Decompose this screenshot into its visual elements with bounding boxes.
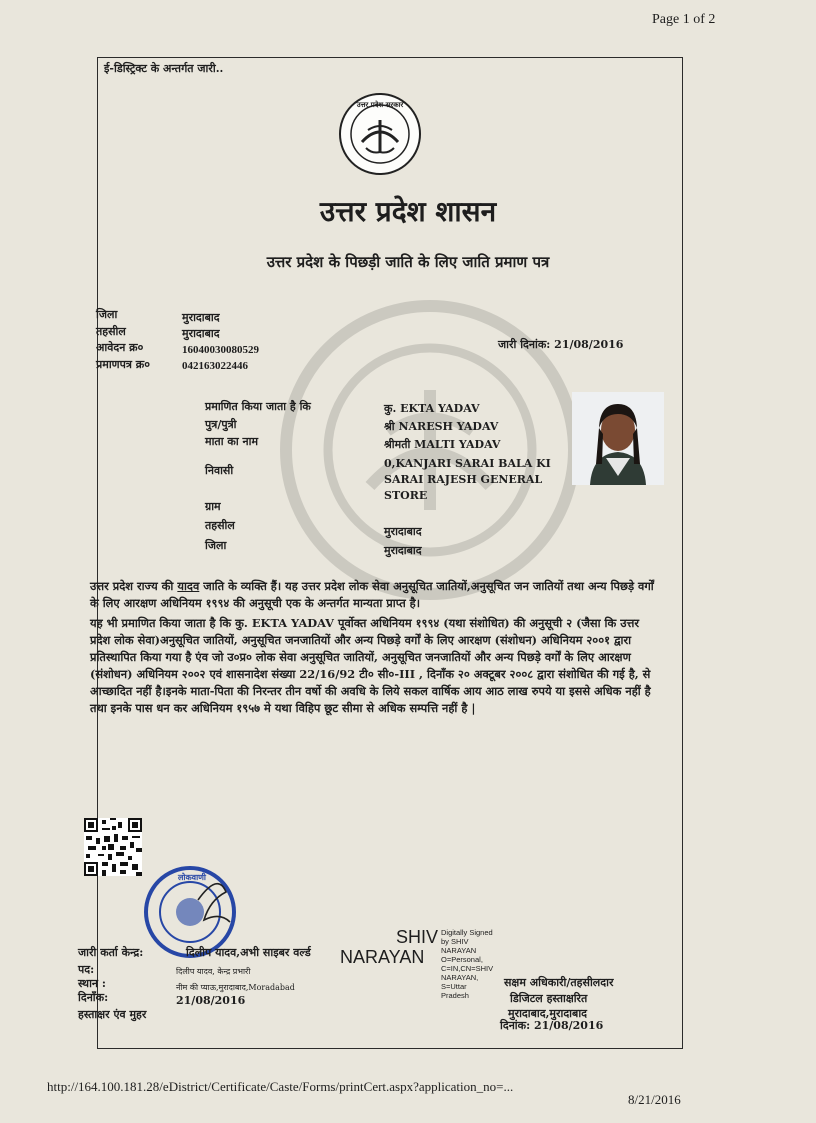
- issuer-date-value: 21/08/2016: [176, 994, 246, 1007]
- ds-line: C=IN,CN=SHIV: [441, 964, 494, 973]
- mother-name: श्रीमती MALTI YADAV: [384, 438, 501, 451]
- ds-line: by SHIV: [441, 937, 469, 946]
- ds-line: Pradesh: [441, 991, 469, 1000]
- caste-name: यादव: [177, 579, 200, 593]
- digitally-signed-label: डिजिटल हस्ताक्षरित: [510, 992, 588, 1005]
- relation-label: पुत्र/पुत्री: [205, 418, 237, 431]
- qr-code-icon: [84, 818, 142, 876]
- caste-statement: [90, 578, 662, 612]
- issuing-center-label: जारी कर्ता केन्द्र:: [78, 946, 144, 959]
- certificate-title: उत्तर प्रदेश के पिछड़ी जाति के लिए जाति प्रमाण पत्र: [266, 253, 550, 271]
- certificate-body: [90, 578, 662, 720]
- tehsil-label: तहसील: [96, 325, 126, 338]
- place-value: नीम की प्याऊ,मुरादाबाद,Moradabad: [176, 983, 295, 992]
- address-value: 0,KANJARI SARAI BALA KI SARAI RAJESH GENERAL STORE: [384, 457, 551, 502]
- post-value: दिलीप यादव, केन्द्र प्रभारी: [176, 967, 251, 976]
- district-value: मुरादाबाद: [182, 311, 220, 324]
- tehsil-value: मुरादाबाद: [182, 327, 220, 340]
- signature-seal-label: हस्ताक्षर एंव मुहर: [78, 1008, 147, 1021]
- digital-signature-details: [441, 928, 493, 1000]
- application-label: आवेदन क्र०: [96, 341, 144, 354]
- print-date: 8/21/2016: [628, 1092, 681, 1107]
- certify-label: प्रमाणित किया जाता है कि: [205, 400, 311, 413]
- issue-date: जारी दिनांक: 21/08/2016: [498, 338, 624, 351]
- digital-signer-last-name: NARAYAN: [340, 947, 425, 967]
- issued-under-note: ई-डिस्ट्रिक्ट के अन्तर्गत जारी..: [104, 62, 224, 75]
- emblem-caption: उत्तर प्रदेश सरकार: [356, 100, 404, 109]
- caste-statement-part1: उत्तर प्रदेश राज्य की: [90, 579, 178, 593]
- father-name: श्री NARESH YADAV: [384, 420, 499, 433]
- digital-signer-name: [396, 928, 438, 947]
- place-label: स्थान :: [78, 977, 106, 990]
- post-label: पद:: [78, 963, 95, 976]
- print-url: http://164.100.181.28/eDistrict/Certificate/Caste/Forms/printCert.aspx?application_no=...: [47, 1079, 514, 1094]
- certificate-number: 042163022446: [182, 360, 248, 372]
- village-label: ग्राम: [205, 500, 221, 513]
- district-label: जिला: [96, 308, 118, 321]
- issuing-center-value: दिलीप यादव,अभी साइबर वर्ल्ड: [186, 946, 311, 959]
- authority-location: मुरादाबाद,मुरादाबाद: [508, 1007, 588, 1020]
- issuer-date-label: दिनाँक:: [78, 991, 109, 1004]
- authority-title: सक्षम अधिकारी/तहसीलदार: [504, 976, 614, 989]
- ds-line: S=Uttar: [441, 982, 467, 991]
- page-label: Page 1 of 2: [652, 12, 716, 27]
- person-district-label: जिला: [205, 539, 227, 552]
- person-name: कु. EKTA YADAV: [384, 402, 480, 415]
- application-number: 16040030080529: [182, 344, 259, 356]
- applicant-photo: [572, 392, 664, 485]
- caste-statement-part2: जाति के व्यक्ति हैं। यह उत्तर प्रदेश लोक सेवा अनुसूचित जातियों,अनुसूचित जन जातियों तथा अन्य पिछड़े वर्गों के लिए आरक्षण अधिनियम १९९४ की अनुसूची एक के अन्तर्गत मान्यता प्राप्त है।: [90, 579, 654, 610]
- person-tehsil-value: मुरादाबाद: [384, 525, 422, 538]
- person-district-value: मुरादाबाद: [384, 544, 422, 557]
- government-title: उत्तर प्रदेश शासन: [319, 195, 497, 228]
- certificate-label: प्रमाणपत्र क्र०: [96, 358, 150, 371]
- ds-line: NARAYAN,: [441, 973, 479, 982]
- ds-line: NARAYAN: [441, 946, 477, 955]
- digital-signer-first-name: SHIV: [396, 927, 439, 947]
- certify-statement: यह भी प्रमाणित किया जाता है कि कु. EKTA YADAV पूर्वोक्त अधिनियम १९९४ (यथा संशोधित) की अनुसूची २ (जैसा कि उत्तर प्रदेश लोक सेवा)अनुसूचित जातियों, अनुसूचित जनजातियों और अन्य पिछड़े वर्गों के लिए आरक्षण (संशोधन) अधिनियम २००१ द्वारा प्रतिस्थापित किया गया है एंव जो उ०प्र० लोक सेवा अनुसूचित जातियों, अनुसूचित जनजातियों और अन्य पिछड़े वर्गों के लिए आरक्षण (संशोधन) अधिनियम २००२ एवं शासनादेश संख्या 22/16/92 टी० सी०-III , दिनाँक २० अक्टूबर २००८ द्वारा संशोधित की गई है, से आच्छादित नहीं है।इनके माता-पिता की निरन्तर तीन वर्षो की अवधि के लिये सकल वार्षिक आय आठ लाख रुपये या इससे अधिक नहीं है तथा इनके पास धन कर अधिनियम १९५७ मे यथा विहिप छूट सीमा से अधिक सम्पत्ति नहीं है |: [90, 616, 651, 715]
- resident-label: निवासी: [205, 464, 234, 477]
- ds-line: O=Personal,: [441, 955, 483, 964]
- person-tehsil-label: तहसील: [205, 519, 235, 532]
- seal-caption: लोकवाणी: [177, 872, 207, 882]
- ds-line: Digitally Signed: [441, 928, 493, 937]
- mother-label: माता का नाम: [205, 435, 259, 448]
- authority-date: दिनांक: 21/08/2016: [500, 1019, 604, 1032]
